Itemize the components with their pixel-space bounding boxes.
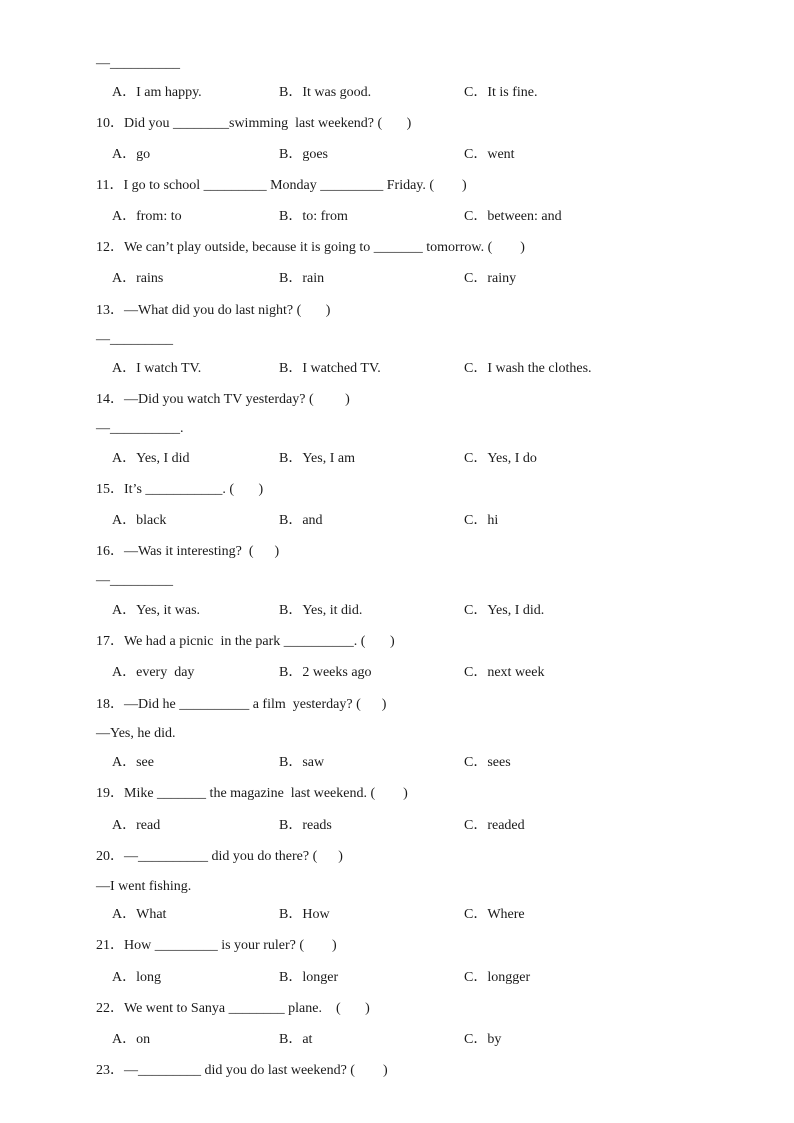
option-a: A．rains [112, 271, 164, 286]
option-b: B．saw [279, 755, 325, 770]
option-b: B．Yes, it did. [279, 603, 363, 618]
option-a: A．What [112, 907, 167, 922]
option-c: C．hi [464, 513, 499, 528]
option-a: A．go [112, 147, 151, 162]
answer-blank-16: —_________ [96, 573, 173, 588]
question-16: 16．—Was it interesting? ( ) [96, 544, 280, 559]
option-c: C．Yes, I did. [464, 603, 545, 618]
option-a: A．on [112, 1032, 151, 1047]
option-a: A．read [112, 818, 161, 833]
option-c: C．readed [464, 818, 525, 833]
option-c: C．by [464, 1032, 502, 1047]
option-b: B．longer [279, 970, 339, 985]
question-18: 18．—Did he __________ a film yesterday? ( ) [96, 697, 387, 712]
option-a: A．I am happy. [112, 85, 202, 100]
option-b: B．2 weeks ago [279, 665, 372, 680]
question-13: 13．—What did you do last night? ( ) [96, 303, 331, 318]
option-a: A．I watch TV. [112, 361, 202, 376]
question-19: 19．Mike _______ the magazine last weekend. ( ) [96, 786, 408, 801]
option-a: A．Yes, it was. [112, 603, 201, 618]
question-15: 15．It’s ___________. ( ) [96, 482, 264, 497]
option-b: B．rain [279, 271, 325, 286]
option-c: C．sees [464, 755, 511, 770]
option-b: B．at [279, 1032, 313, 1047]
question-12: 12．We can’t play outside, because it is going to _______ tomorrow. ( ) [96, 240, 525, 255]
option-c: C．between: and [464, 209, 562, 224]
option-a: A．Yes, I did [112, 451, 190, 466]
option-b: B．Yes, I am [279, 451, 355, 466]
option-b: B．It was good. [279, 85, 372, 100]
option-a: A．every day [112, 665, 195, 680]
question-11: 11．I go to school _________ Monday _________ Friday. ( ) [96, 178, 467, 193]
answer-blank-13: —_________ [96, 332, 173, 347]
answer-line-18: —Yes, he did. [96, 726, 176, 741]
answer-line-20: —I went fishing. [96, 879, 192, 894]
option-c: C．It is fine. [464, 85, 538, 100]
question-10: 10．Did you ________swimming last weekend? ( ) [96, 116, 412, 131]
option-c: C．I wash the clothes. [464, 361, 592, 376]
option-a: A．see [112, 755, 154, 770]
answer-blank-9: —__________ [96, 56, 180, 71]
option-a: A．long [112, 970, 161, 985]
question-22: 22．We went to Sanya ________ plane. ( ) [96, 1001, 370, 1016]
question-21: 21．How _________ is your ruler? ( ) [96, 938, 337, 953]
question-14: 14．—Did you watch TV yesterday? ( ) [96, 392, 350, 407]
option-b: B．to: from [279, 209, 348, 224]
option-c: C．went [464, 147, 515, 162]
option-b: B．goes [279, 147, 328, 162]
option-b: B．How [279, 907, 330, 922]
option-b: B．reads [279, 818, 332, 833]
option-a: A．black [112, 513, 167, 528]
option-c: C．Where [464, 907, 525, 922]
option-c: C．rainy [464, 271, 517, 286]
question-17: 17．We had a picnic in the park __________. ( ) [96, 634, 395, 649]
option-c: C．longger [464, 970, 531, 985]
option-c: C．next week [464, 665, 545, 680]
option-b: B．and [279, 513, 323, 528]
question-20: 20．—__________ did you do there? ( ) [96, 849, 343, 864]
option-c: C．Yes, I do [464, 451, 537, 466]
question-23: 23．—_________ did you do last weekend? ( ) [96, 1063, 388, 1078]
answer-blank-14: —__________. [96, 421, 184, 436]
option-b: B．I watched TV. [279, 361, 381, 376]
option-a: A．from: to [112, 209, 182, 224]
